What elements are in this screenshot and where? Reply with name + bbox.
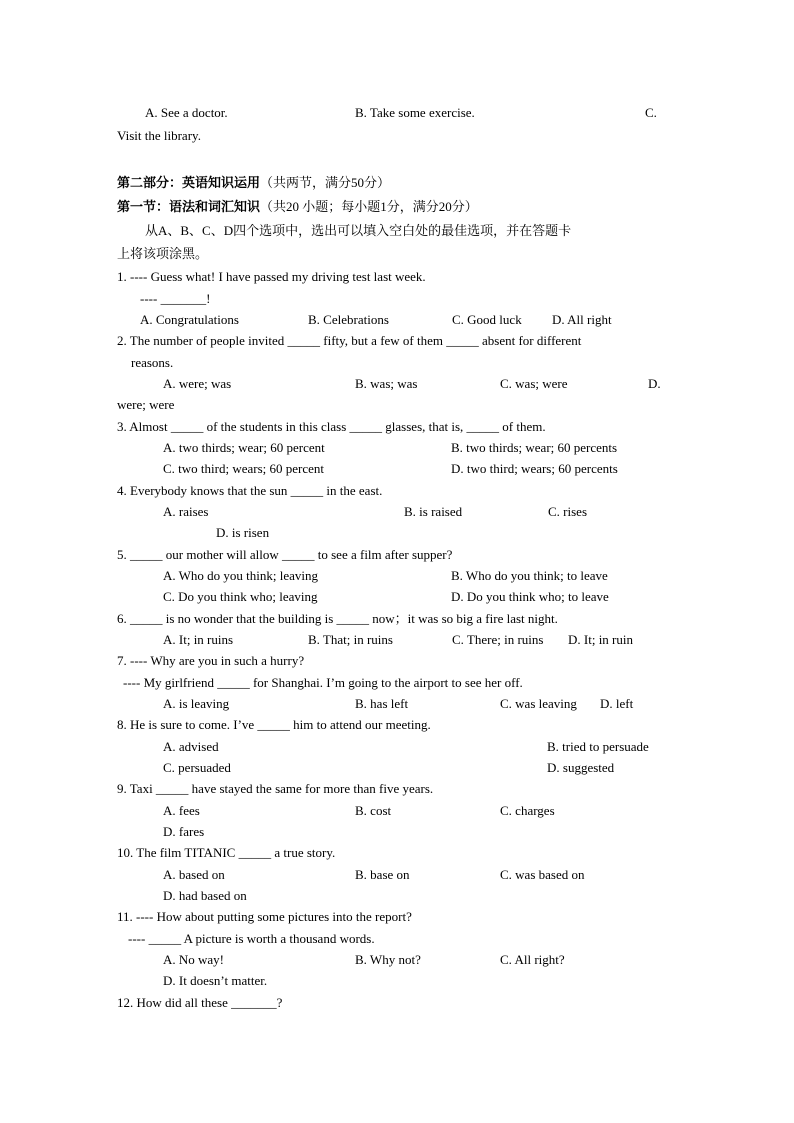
question-3-option-a: A. two thirds; wear; 60 percent (163, 440, 325, 455)
question-11-option-a: A. No way! (163, 952, 225, 967)
question-7-option-d: D. left (600, 696, 634, 711)
instructions-line2: 上将该项涂黑。 (117, 246, 209, 261)
prev-option-c-text: Visit the library. (117, 128, 201, 143)
question-3-option-b: B. two thirds; wear; 60 percents (451, 440, 618, 455)
question-2-option-b: B. was; was (355, 376, 418, 391)
question-2-stem: 2. The number of people invited _____ fifty, but a few of them _____ absent for different (117, 333, 582, 348)
question-6-option-a: A. It; in ruins (163, 632, 234, 647)
question-10-option-a: A. based on (163, 867, 225, 882)
question-12-stem: 12. How did all these _______? (117, 995, 283, 1010)
question-9-option-d: D. fares (163, 824, 205, 839)
question-5-option-d: D. Do you think who; to leave (451, 589, 609, 604)
question-1-option-d: D. All right (552, 312, 612, 327)
question-1-option-a: A. Congratulations (140, 312, 239, 327)
question-8-option-c: C. persuaded (163, 760, 231, 775)
question-7-option-b: B. has left (355, 696, 409, 711)
question-4-option-d: D. is risen (216, 525, 270, 540)
question-4-stem: 4. Everybody knows that the sun _____ in the east. (117, 483, 383, 498)
question-5-option-b: B. Who do you think; to leave (451, 568, 608, 583)
question-9-option-b: B. cost (355, 803, 392, 818)
question-11-response: ---- _____ A picture is worth a thousand words. (128, 931, 375, 946)
part2-heading (117, 174, 390, 192)
question-11-option-b: B. Why not? (355, 952, 421, 967)
question-7-option-c: C. was leaving (500, 696, 577, 711)
question-7-option-a: A. is leaving (163, 696, 230, 711)
prev-option-a: A. See a doctor. (145, 105, 228, 120)
question-1-option-b: B. Celebrations (308, 312, 389, 327)
question-8-option-b: B. tried to persuade (547, 739, 649, 754)
question-2-option-c: C. was; were (500, 376, 568, 391)
instructions-line1: 从A、B、C、D四个选项中，选出可以填入空白处的最佳选项，并在答题卡 (145, 223, 572, 238)
section1-heading (117, 198, 478, 216)
question-4-option-b: B. is raised (404, 504, 463, 519)
question-1-response: ---- _______! (140, 291, 211, 306)
question-7-response: ---- My girlfriend _____ for Shanghai. I’m going to the airport to see her off. (123, 675, 523, 690)
question-8-stem: 8. He is sure to come. I’ve _____ him to attend our meeting. (117, 717, 431, 732)
question-8-option-d: D. suggested (547, 760, 615, 775)
question-10-option-d: D. had based on (163, 888, 247, 903)
question-11-option-c: C. All right? (500, 952, 565, 967)
part2-heading-rest: （共两节，满分50分） (260, 175, 391, 190)
question-9-option-a: A. fees (163, 803, 200, 818)
question-4-option-c: C. rises (548, 504, 587, 519)
section1-heading-rest: （共20 小题；每小题1分，满分20分） (260, 199, 478, 214)
prev-option-b: B. Take some exercise. (355, 105, 475, 120)
question-5-option-a: A. Who do you think; leaving (163, 568, 319, 583)
question-3-option-d: D. two third; wears; 60 percents (451, 461, 618, 476)
question-2-option-a: A. were; was (163, 376, 232, 391)
question-1-stem: 1. ---- Guess what! I have passed my driving test last week. (117, 269, 426, 284)
question-3-stem: 3. Almost _____ of the students in this class _____ glasses, that is, _____ of them. (117, 419, 546, 434)
question-6-option-c: C. There; in ruins (452, 632, 544, 647)
question-8-option-a: A. advised (163, 739, 219, 754)
question-1-option-c: C. Good luck (452, 312, 522, 327)
question-10-stem: 10. The film TITANIC _____ a true story. (117, 845, 336, 860)
question-9-option-c: C. charges (500, 803, 555, 818)
part2-heading-bold: 第二部分：英语知识运用 (117, 175, 261, 190)
question-5-stem: 5. _____ our mother will allow _____ to see a film after supper? (117, 547, 453, 562)
question-9-stem: 9. Taxi _____ have stayed the same for more than five years. (117, 781, 434, 796)
question-4-option-a: A. raises (163, 504, 209, 519)
question-10-option-b: B. base on (355, 867, 410, 882)
question-6-option-d: D. It; in ruin (568, 632, 633, 647)
question-5-option-c: C. Do you think who; leaving (163, 589, 318, 604)
question-10-option-c: C. was based on (500, 867, 585, 882)
question-2-stem-cont: reasons. (131, 355, 174, 370)
question-6-option-b: B. That; in ruins (308, 632, 393, 647)
question-7-stem: 7. ---- Why are you in such a hurry? (117, 653, 305, 668)
section1-heading-bold: 第一节：语法和词汇知识 (117, 199, 261, 214)
question-2-option-d-label: D. (648, 376, 661, 391)
question-11-option-d: D. It doesn’t matter. (163, 973, 268, 988)
question-2-option-d-text: were; were (117, 397, 175, 412)
question-3-option-c: C. two third; wears; 60 percent (163, 461, 325, 476)
question-11-stem: 11. ---- How about putting some pictures into the report? (117, 909, 412, 924)
prev-option-c-label: C. (645, 105, 657, 120)
question-6-stem: 6. _____ is no wonder that the building is _____ now；it was so big a fire last night. (117, 611, 558, 626)
